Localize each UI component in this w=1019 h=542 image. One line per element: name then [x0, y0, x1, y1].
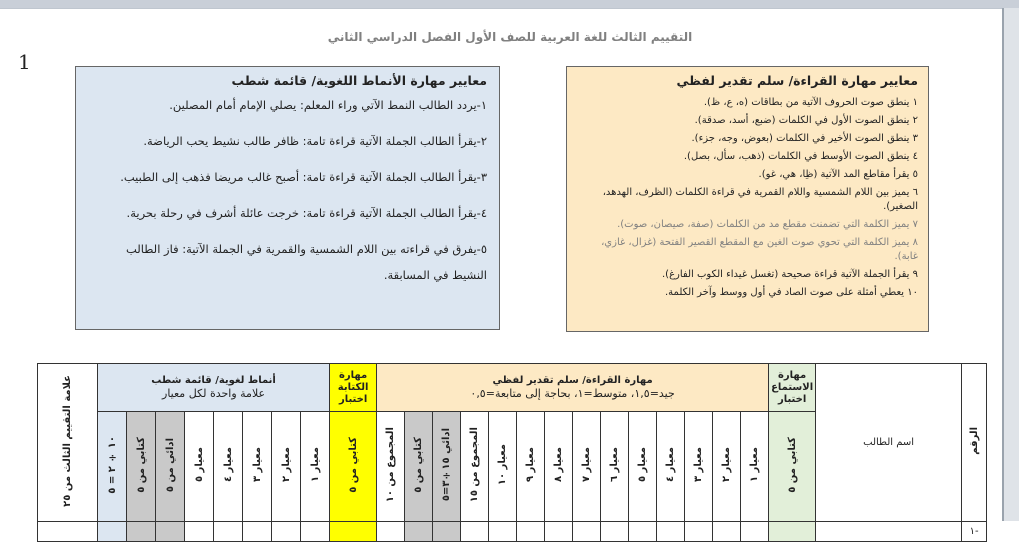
number-header: الرقم [962, 364, 987, 522]
score-cell[interactable] [214, 522, 243, 542]
score-cell[interactable] [573, 522, 601, 542]
score-cell[interactable] [741, 522, 769, 542]
reading-criterion-header: معيار ٧ [573, 412, 601, 522]
window-top-bar [0, 0, 1019, 8]
reading-criterion: ٢ ينطق الصوت الأول في الكلمات (ضبع، أسد، صدقة). [694, 115, 918, 126]
reading-criterion: ٥ يقرأ مقاطع المد الآتية (ظِا، هي، غو). [758, 169, 918, 180]
score-cell[interactable] [38, 522, 98, 542]
score-cell[interactable] [769, 522, 816, 542]
pattern-criterion: ٢-يقرأ الطالب الجملة الآتية قراءة تامة: ظافر طالب نشيط يحب الرياضة. [143, 134, 487, 148]
writing-header: مهارة الكتابة اختبار [330, 364, 377, 412]
table-row [38, 522, 987, 542]
assessment-table [37, 363, 987, 542]
patterns-header-title: أنماط لغوية/ قائمة شطب [151, 374, 276, 386]
score-cell[interactable] [489, 522, 517, 542]
score-cell[interactable] [517, 522, 545, 542]
score-cell[interactable] [243, 522, 272, 542]
vertical-scrollbar[interactable] [1002, 8, 1019, 521]
patterns-written-header: كتابي من ٥ [127, 412, 156, 522]
score-cell[interactable] [629, 522, 657, 542]
score-cell[interactable] [156, 522, 185, 542]
page-number: 1 [18, 50, 31, 74]
reading-criterion: ٦ يميز بين اللام الشمسية واللام القمرية في قراءة الكلمات (الظرف، الهدهد، الصغير). [602, 187, 918, 212]
pattern-criterion-header: معيار ٥ [185, 412, 214, 522]
patterns-header [98, 364, 330, 412]
score-cell[interactable] [301, 522, 330, 542]
score-cell[interactable] [601, 522, 629, 542]
row-number: -١ [962, 522, 987, 542]
score-cell[interactable] [461, 522, 489, 542]
student-name-header: اسم الطالب [816, 364, 962, 522]
reading-header-title: مهارة القراءة/ سلم تقدير لفظي [492, 374, 653, 386]
reading-header-scale: جيد=١,٥، متوسط=١، بحاجة إلى متابعة=٠,٥ [470, 386, 675, 400]
reading-header [377, 364, 769, 412]
reading-criterion-header: معيار ٤ [657, 412, 685, 522]
reading-criterion-header: معيار ٩ [517, 412, 545, 522]
reading-total-header: المجموع من ١٥ [461, 412, 489, 522]
pattern-criterion: ٤-يقرأ الطالب الجملة الآتية قراءة تامة: خرجت عائلة أشرف في رحلة بحرية. [126, 206, 487, 220]
student-name-cell[interactable] [816, 522, 962, 542]
reading-criterion: ٤ ينطق الصوت الأوسط في الكلمات (ذهب، سأل، بصل). [683, 151, 918, 162]
score-cell[interactable] [185, 522, 214, 542]
reading-criterion-header: معيار ٣ [685, 412, 713, 522]
pattern-criterion: النشيط في المسابقة. [383, 268, 487, 282]
reading-oral-header: ادائي ١٥÷٣=٥ [433, 412, 461, 522]
reading-criteria-box [566, 66, 929, 332]
reading-criterion-header: معيار ١٠ [489, 412, 517, 522]
reading-criterion-header: معيار ٦ [601, 412, 629, 522]
page-top-edge [0, 8, 1002, 9]
score-cell[interactable] [657, 522, 685, 542]
pattern-criterion-header: معيار ٤ [214, 412, 243, 522]
score-cell[interactable] [545, 522, 573, 542]
pattern-criterion-header: معيار ٢ [272, 412, 301, 522]
reading-criterion-header: معيار ١ [741, 412, 769, 522]
score-cell[interactable] [377, 522, 405, 542]
reading-criterion: ١٠ يعطي أمثلة على صوت الصاد في أول ووسط وآخر الكلمة. [665, 287, 918, 298]
reading-heading: معايير مهارة القراءة/ سلم تقدير لفظي [676, 73, 918, 88]
grade-header: علامة التقييم الثالث من ٢٥ [38, 364, 98, 522]
patterns-oral-header: ادائي من ٥ [156, 412, 185, 522]
pattern-criterion: ٥-يفرق في قراءته بين اللام الشمسية والقمرية في الجملة الآتية: فاز الطالب [125, 242, 487, 256]
document-title: التقييم الثالث للغة العربية للصف الأول الفصل الدراسي الثاني [327, 30, 693, 44]
score-cell[interactable] [272, 522, 301, 542]
reading-criterion-header: معيار ٨ [545, 412, 573, 522]
reading-criterion: ٩ يقرأ الجملة الآتية قراءة صحيحة (تغسل غيداء الكوب الفارغ). [661, 269, 918, 280]
reading-criterion: ٧ يميز الكلمة التي تضمنت مقطع مد من الكلمات (صفة، صيصان، صوت). [617, 219, 918, 230]
reading-criterion-header: معيار ٢ [713, 412, 741, 522]
score-cell[interactable] [685, 522, 713, 542]
score-cell[interactable] [405, 522, 433, 542]
pattern-criterion-header: معيار ١ [301, 412, 330, 522]
language-patterns-heading: معايير مهارة الأنماط اللغوية/ قائمة شطب [231, 73, 487, 88]
listening-written-header: كتابي من ٥ [769, 412, 816, 522]
score-cell[interactable] [433, 522, 461, 542]
reading-sum10-header: المجموع من ١٠ [377, 412, 405, 522]
patterns-final-header: ١٠ ÷ ٢ = ٥ [98, 412, 127, 522]
score-cell[interactable] [127, 522, 156, 542]
reading-criterion: ٣ ينطق الصوت الأخير في الكلمات (بعوض، وجه، جزء). [691, 133, 918, 144]
patterns-header-scale: علامة واحدة لكل معيار [162, 386, 266, 400]
pattern-criterion: ١-يردد الطالب النمط الآتي وراء المعلم: يصلي الإمام أمام المصلين. [169, 98, 487, 112]
listening-header: مهارة الاستماع اختبار [769, 364, 816, 412]
reading-criterion: ٨ يميز الكلمة التي تحوي صوت الغين مع المقطع القصير الفتحة (غزال، غازي، غابة). [601, 237, 918, 262]
pattern-criterion-header: معيار ٣ [243, 412, 272, 522]
reading-criterion-header: معيار ٥ [629, 412, 657, 522]
score-cell[interactable] [713, 522, 741, 542]
reading-criterion: ١ ينطق صوت الحروف الآتية من بطاقات (ه، ع، ظ). [703, 97, 918, 108]
writing-written-header: كتابي من ٥ [330, 412, 377, 522]
reading-written-header: كتابي من ٥ [405, 412, 433, 522]
language-patterns-criteria-box [75, 66, 500, 330]
score-cell[interactable] [98, 522, 127, 542]
score-cell[interactable] [330, 522, 377, 542]
pattern-criterion: ٣-يقرأ الطالب الجملة الآتية قراءة تامة: أصبح غالب مريضا فذهب إلى الطبيب. [120, 170, 487, 184]
